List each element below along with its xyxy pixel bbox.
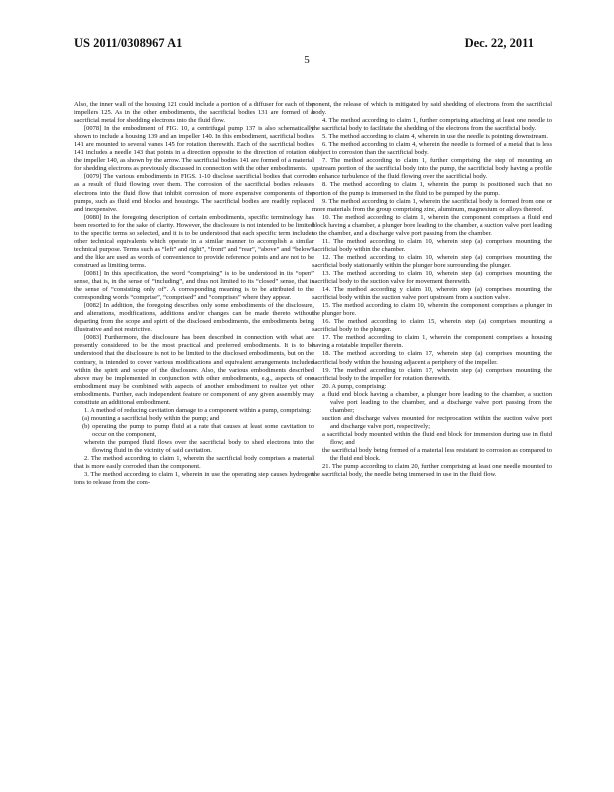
publication-number: US 2011/0308967 A1 — [74, 36, 183, 50]
paragraph: 15. The method according to claim 10, wherein the component comprises a plunger in the plunger bore. — [312, 302, 552, 318]
paragraph: 9. The method according to claim 1, wherein the sacrificial body is formed from one or more materials from the group comprising zinc, aluminum, magnesium or alloys thereof. — [312, 197, 552, 213]
paragraph: 3. The method according to claim 1, wherein in use the operating step causes hydrogen ions to release from the com- — [74, 471, 314, 487]
paragraph: 1. A method of reducing cavitation damage to a component within a pump, comprising: — [84, 406, 312, 414]
paragraph: [0081] In this specification, the word “comprising” is to be understood in its “open” sense, that is, in the sense of “including”, and thus not limited to its “closed” sense, that is the sense of “consisting only of”. A corresponding meaning is to be attributed to the corresponding words “comprise”, “comprised” and “comprises” where they appear. — [74, 269, 314, 302]
paragraph: 4. The method according to claim 1, further comprising attaching at least one needle to the sacrificial body to facilitate the shedding of the electrons from the sacrificial body. — [312, 117, 552, 133]
paragraph: [0082] In addition, the foregoing describes only some embodiments of the disclosure, and alterations, modifications, additions and/or changes can be made thereto without departing from the scope and spirit of the disclosed embodiments, the embodiments being illustrative and not restrictive. — [74, 302, 314, 334]
paragraph: 10. The method according to claim 1, wherein the component comprises a fluid end block having a chamber, a plunger bore leading to the chamber, a suction valve port leading to the chamber, and a discharge valve port passing from the chamber. — [312, 213, 552, 237]
paragraph: Also, the inner wall of the housing 121 could include a portion of a diffuser for each of the impellers 125. As in the other embodiments, the sacrificial bodies 131 are formed of a sacrificial metal for shedding electrons into the fluid flow. — [74, 101, 314, 125]
paragraph: 18. The method according to claim 17, wherein step (a) comprises mounting the sacrificial body within the housing adjacent a periphery of the impeller. — [312, 350, 552, 366]
paragraph: 16. The method according to claim 15, wherein step (a) comprises mounting a sacrificial body to the plunger. — [312, 318, 552, 334]
paragraph: 21. The pump according to claim 20, further comprising at least one needle mounted to the sacrificial body, the needle being immersed in use in the fluid flow. — [312, 463, 552, 479]
right-column — [312, 101, 552, 479]
paragraph: [0083] Furthermore, the disclosure has been described in connection with what are presently considered to be the most practical and preferred embodiments. It is to be understood that the disclosure is not to be limited to the disclosed embodiments, but on the contrary, is intended to cover various modifications and equivalent arrangements included within the spirit and scope of the disclosure. Also, the various embodiments described above may be implemented in conjunction with other embodiments, e.g., aspects of one embodiment may be combined with aspects of another embodiment to realize yet other embodiments. Further, each independent feature or component of any given assembly may constitute an additional embodiment. — [74, 334, 314, 406]
paragraph: (a) mounting a sacrificial body within the pump; and — [82, 414, 220, 422]
paragraph: 2. The method according to claim 1, wherein the sacrificial body comprises a material that is more easily corroded than the component. — [74, 455, 314, 471]
paragraph: (b) operating the pump to pump fluid at a rate that causes at least some cavitation to occur on the component, — [82, 422, 314, 438]
paragraph: wherein the pumped fluid flows over the sacrificial body to shed electrons into the flowing fluid in the vicinity of said cavitation. — [84, 438, 314, 455]
left-column — [74, 101, 314, 487]
paragraph: a fluid end block having a chamber, a plunger bore leading to the chamber, a suction valve port leading to the chamber, and a discharge valve port passing from the chamber; — [322, 390, 552, 414]
paragraph: 12. The method according to claim 10, wherein step (a) comprises mounting the sacrificial body stationarily within the plunger bore surrounding the plunger. — [312, 253, 552, 269]
paragraph: 17. The method according to claim 1, wherein the component comprises a housing having a rotatable impeller therein. — [312, 334, 552, 350]
paragraph: 20. A pump, comprising: — [322, 382, 387, 390]
paragraph: 13. The method according to claim 10, wherein step (a) comprises mounting the sacrificial body to the suction valve for movement therewith. — [312, 269, 552, 286]
paragraph: [0078] In the embodiment of FIG. 10, a centrifugal pump 137 is also schematically shown to include a housing 139 and an impeller 140. In this embodiment, sacrificial bodies 141 are mounted to several vanes 145 for rotation therewith. Each of the sacrificial bodies 141 includes a needle 143 that points in a direction opposite to the direction of rotation of the impeller 140, as shown by the arrow. The sacrificial bodies 141 are formed of a material for shedding electrons as previously discussed in connection with the other embodiments. — [74, 125, 314, 173]
paragraph: suction and discharge valves mounted for reciprocation within the suction valve port and discharge valve port, respectively; — [322, 414, 552, 430]
paragraph: 14. The method according y claim 10, wherein step (a) comprises mounting the sacrificial body within the suction valve port upstream from a suction valve. — [312, 286, 552, 302]
paragraph: 6. The method according to claim 4, wherein the needle is formed of a metal that is less subject to corrosion than the sacrificial body. — [312, 141, 552, 157]
paragraph: 7. The method according to claim 1, further comprising the step of mounting an upstream portion of the sacrificial body into the pump, the sacrificial body having a profile to enhance turbulence of the fluid flowing over the sacrificial body. — [312, 157, 552, 181]
paragraph: [0080] In the foregoing description of certain embodiments, specific terminology has been resorted to for the sake of clarity. However, the disclosure is not intended to be limited to the specific terms so selected, and it is to be understood that each specific term includes other technical equivalents which operate in a similar manner to accomplish a similar technical purpose. Terms such as “left” and right”, “front” and “rear”, “above” and “below” and the like are used as words of convenience to provide reference points and are not to be construed as limiting terms. — [74, 213, 314, 269]
paragraph: 5. The method according to claim 4, wherein in use the needle is pointing downstream. — [322, 133, 549, 141]
paragraph: a sacrificial body mounted within the fluid end block for immersion during use in fluid flow; and — [322, 430, 552, 446]
paragraph: [0079] The various embodiments in FIGS. 1-10 disclose sacrificial bodies that corrode as a result of fluid flowing over them. The corrosion of the sacrificial bodies releases electrons into the fluid flow that inhibit corrosion of more expensive components of the pumps, such as fluid end blocks and housings. The sacrificial bodies are readily replaced and inexpensive. — [74, 173, 314, 213]
paragraph: ponent, the release of which is mitigated by said shedding of electrons from the sacrificial body. — [312, 101, 552, 117]
paragraph: 11. The method according to claim 10, wherein step (a) comprises mounting the sacrificial body within the chamber. — [312, 237, 552, 253]
paragraph: the sacrificial body being formed of a material less resistant to corrosion as compared to the fluid end block. — [322, 447, 552, 463]
publication-date: Dec. 22, 2011 — [464, 36, 534, 50]
page-number: 5 — [304, 54, 310, 66]
paragraph: 8. The method according to claim 1, wherein the pump is positioned such that no portion of the pump is immersed in the fluid to be pumped by the pump. — [312, 181, 552, 197]
paragraph: 19. The method according to claim 17, wherein step (a) comprises mounting the sacrificial body to the impeller for rotation therewith. — [312, 366, 552, 382]
